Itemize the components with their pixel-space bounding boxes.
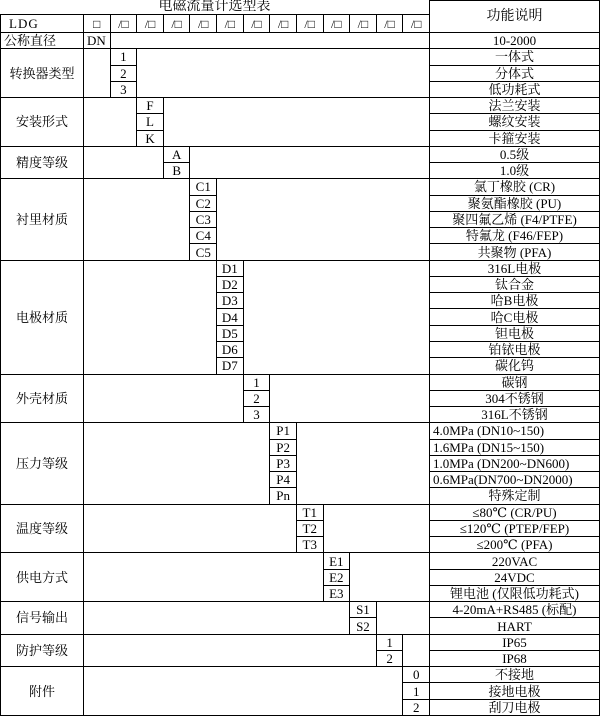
code-cell: F [137,98,164,114]
code-cell: D7 [217,358,244,374]
model-prefix-cell: LDG [0,15,84,33]
spacer-left [84,49,111,98]
category-label: 防护等级 [0,635,84,668]
function-cell: 铂铱电极 [430,342,600,358]
spacer-left [84,505,297,554]
code-cell: P1 [270,423,297,439]
code-cell: D1 [217,261,244,277]
function-cell: 1.0MPa (DN200~DN600) [430,456,600,472]
code-cell: S2 [350,618,377,634]
spacer-right [111,33,430,49]
code-cell: C4 [190,228,217,244]
category-label: 压力等级 [0,423,84,504]
category-label: 精度等级 [0,147,84,180]
function-cell: 氯丁橡胶 (CR) [430,179,600,195]
function-cell: 低功耗式 [430,82,600,98]
spacer-left [84,635,377,668]
code-cell: D2 [217,277,244,293]
code-cell: E1 [324,553,351,569]
model-slot-9: /□ [324,15,351,33]
function-cell: 锂电池 (仅限低功耗式) [430,586,600,602]
spacer-left [84,147,164,180]
code-cell: 1 [403,683,430,699]
model-slot-2: /□ [137,15,164,33]
code-cell: C2 [190,196,217,212]
function-cell: 钛合金 [430,277,600,293]
code-cell: D6 [217,342,244,358]
category-label: 外壳材质 [0,375,84,424]
model-base-box: □ [84,15,111,33]
code-cell: S1 [350,602,377,618]
code-cell: C1 [190,179,217,195]
function-cell: 0.5级 [430,147,600,163]
code-cell: DN [84,33,111,49]
function-cell: 316L不锈钢 [430,407,600,423]
code-cell: 3 [111,82,138,98]
function-cell: 刮刀电极 [430,700,600,716]
category-label: 供电方式 [0,553,84,602]
function-cell: 卡箍安装 [430,131,600,147]
code-cell: B [164,163,191,179]
code-cell: D4 [217,309,244,325]
code-cell: E2 [324,570,351,586]
category-label: 公称直径 [0,33,84,49]
category-label: 附件 [0,667,84,716]
spacer-left [84,98,137,147]
spacer-right [190,147,430,180]
spacer-right [377,602,430,635]
category-label: 安装形式 [0,98,84,147]
function-cell: 碳化钨 [430,358,600,374]
code-cell: C3 [190,212,217,228]
code-cell: Pn [270,488,297,504]
function-cell: 碳钢 [430,375,600,391]
code-cell: D5 [217,326,244,342]
function-cell: 不接地 [430,667,600,683]
code-cell: 3 [244,407,271,423]
function-cell: IP65 [430,635,600,651]
model-slot-12: /□ [403,15,430,33]
spacer-right [244,261,430,375]
code-cell: E3 [324,586,351,602]
function-cell: 1.0级 [430,163,600,179]
function-cell: 4.0MPa (DN10~150) [430,423,600,439]
category-label: 电极材质 [0,261,84,375]
function-cell: ≤80℃ (CR/PU) [430,505,600,521]
code-cell: C5 [190,244,217,260]
code-cell: 2 [377,651,404,667]
function-cell: 24VDC [430,570,600,586]
spacer-right [350,553,430,602]
spacer-right [217,179,430,260]
model-slot-5: /□ [217,15,244,33]
spacer-left [84,667,403,716]
model-slot-10: /□ [350,15,377,33]
code-cell: 1 [111,49,138,65]
model-slot-3: /□ [164,15,191,33]
function-cell: 钽电极 [430,326,600,342]
spacer-right [164,98,430,147]
code-cell: T3 [297,537,324,553]
code-cell: 0 [403,667,430,683]
function-cell: 1.6MPa (DN15~150) [430,440,600,456]
function-cell: 螺纹安装 [430,114,600,130]
spacer-right [403,635,430,668]
code-cell: P3 [270,456,297,472]
function-cell: 220VAC [430,553,600,569]
function-cell: 一体式 [430,49,600,65]
function-cell: IP68 [430,651,600,667]
code-cell: T2 [297,521,324,537]
function-cell: 304不锈钢 [430,391,600,407]
code-cell: P4 [270,472,297,488]
function-cell: 分体式 [430,66,600,82]
code-cell: 2 [244,391,271,407]
spacer-left [84,553,324,602]
function-cell: 0.6MPa(DN700~DN2000) [430,472,600,488]
code-cell: T1 [297,505,324,521]
function-cell: 法兰安装 [430,98,600,114]
category-label: 转换器类型 [0,49,84,98]
function-cell: 特氟龙 (F46/FEP) [430,228,600,244]
model-slot-6: /□ [244,15,271,33]
spacer-left [84,261,217,375]
function-cell: 10-2000 [430,33,600,49]
function-cell: 聚四氟乙烯 (F4/PTFE) [430,212,600,228]
function-cell: ≤120℃ (PTEP/FEP) [430,521,600,537]
code-cell: D3 [217,293,244,309]
model-slot-4: /□ [190,15,217,33]
function-cell: 接地电极 [430,683,600,699]
code-cell: P2 [270,440,297,456]
spacer-left [84,179,190,260]
spacer-left [84,602,350,635]
function-cell: 聚氨酯橡胶 (PU) [430,196,600,212]
function-cell: 哈C电极 [430,309,600,325]
function-cell: ≤200℃ (PFA) [430,537,600,553]
code-cell: A [164,147,191,163]
function-cell: 共聚物 (PFA) [430,244,600,260]
function-cell: 哈B电极 [430,293,600,309]
model-slot-7: /□ [270,15,297,33]
spacer-left [84,423,270,504]
category-label: 衬里材质 [0,179,84,260]
model-slot-11: /□ [377,15,404,33]
function-cell: 特殊定制 [430,488,600,504]
category-label: 信号输出 [0,602,84,635]
category-label: 温度等级 [0,505,84,554]
model-slot-1: /□ [111,15,138,33]
code-cell: L [137,114,164,130]
function-cell: HART [430,618,600,634]
code-cell: 1 [244,375,271,391]
model-slot-8: /□ [297,15,324,33]
function-cell: 316L电极 [430,261,600,277]
function-cell: 4-20mA+RS485 (标配) [430,602,600,618]
code-cell: K [137,131,164,147]
spacer-right [324,505,430,554]
function-column-header: 功能说明 [430,0,600,33]
spacer-right [137,49,430,98]
code-cell: 1 [377,635,404,651]
spacer-left [84,375,244,424]
page-title: 电磁流量计选型表 [0,0,430,15]
code-cell: 2 [111,66,138,82]
code-cell: 2 [403,700,430,716]
spacer-right [297,423,430,504]
spacer-right [270,375,430,424]
